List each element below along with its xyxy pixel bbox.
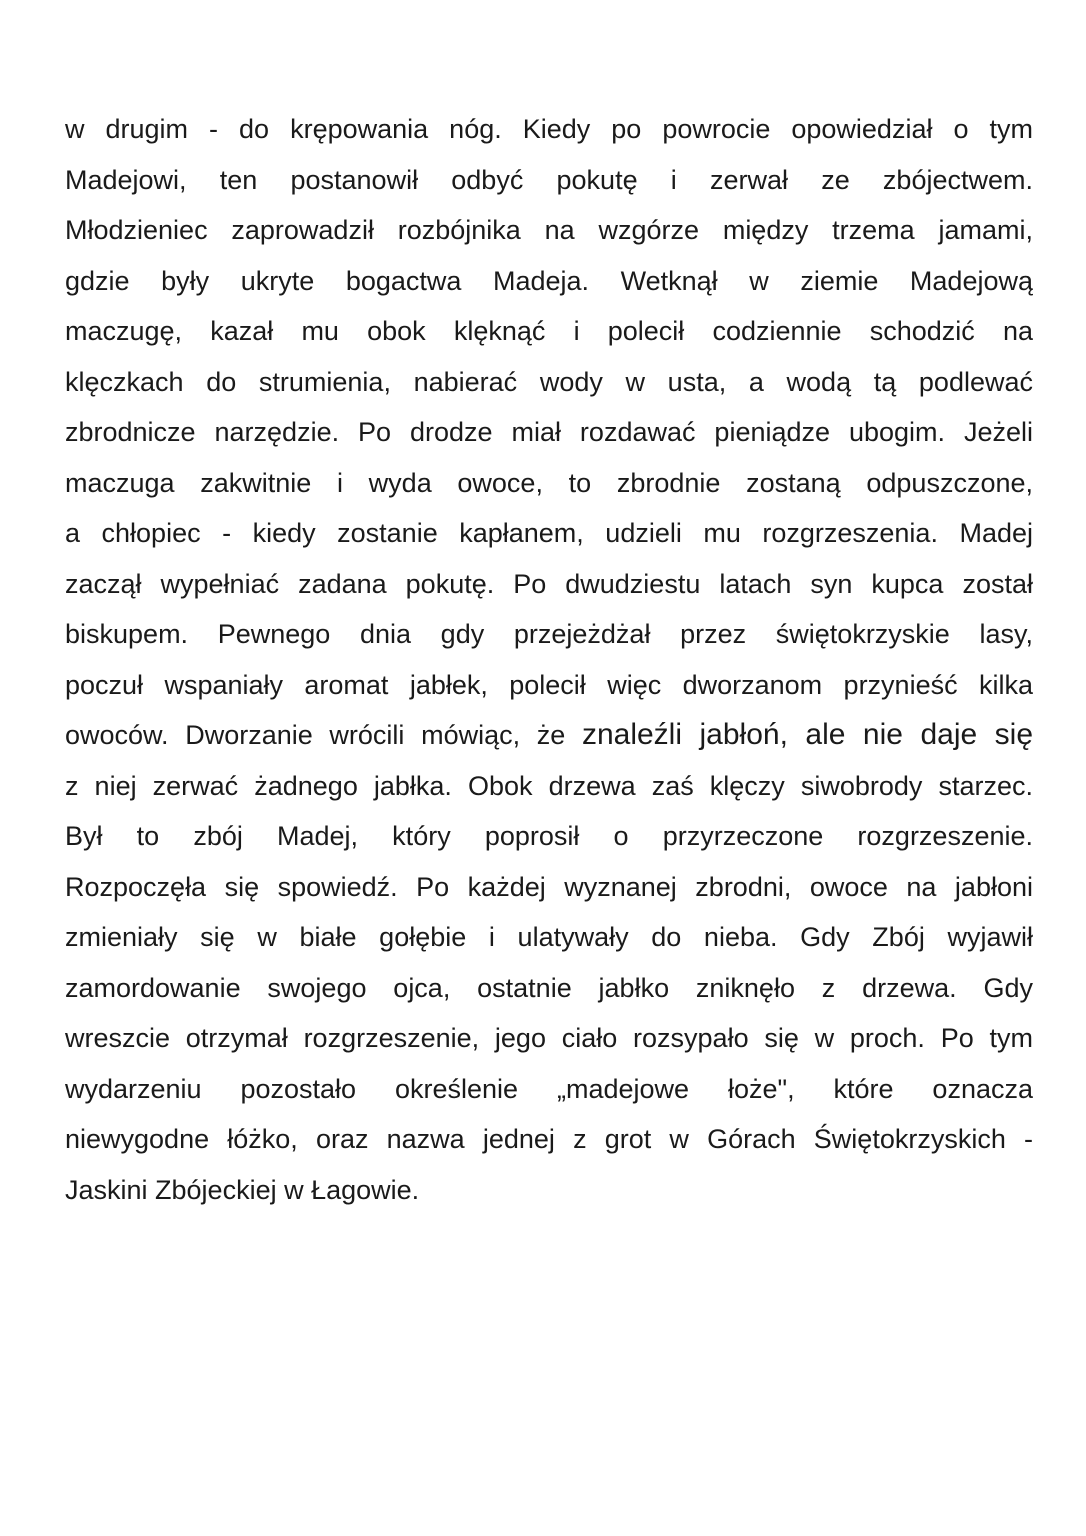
text-line-start: owoców. Dworzanie wrócili mówiąc, że xyxy=(65,720,582,750)
text-line-last: Jaskini Zbójeckiej w Łagowie. xyxy=(65,1174,420,1205)
text-line: zbrodnicze narzędzie. Po drodze miał rozdawać pieniądze ubogim. Jeżeli xyxy=(65,417,1033,447)
text-line: maczugę, kazał mu obok klęknąć i polecił codziennie schodzić na xyxy=(65,316,1033,346)
text-line: maczuga zakwitnie i wyda owoce, to zbrodnie zostaną odpuszczone, xyxy=(65,467,1033,498)
text-line: Madejowi, ten postanowił odbyć pokutę i zerwał ze zbójectwem. xyxy=(65,164,1033,195)
text-line: niewygodne łóżko, oraz nazwa jednej z grot w Górach Świętokrzyskich - xyxy=(65,1124,1033,1154)
text-line: gdzie były ukryte bogactwa Madeja. Wetknął w ziemie Madejową xyxy=(65,265,1033,296)
text-line: zamordowanie swojego ojca, ostatnie jabłko zniknęło z drzewa. Gdy xyxy=(65,972,1033,1003)
text-line: Młodzieniec zaprowadził rozbójnika na wzgórze między trzema jamami, xyxy=(65,215,1033,245)
text-line: zaczął wypełniać zadana pokutę. Po dwudziestu latach syn kupca został xyxy=(65,568,1033,599)
text-line: Był to zbój Madej, który poprosił o przyrzeczone rozgrzeszenie. xyxy=(65,821,1033,851)
text-line-mixed xyxy=(65,710,1033,761)
text-line: wydarzeniu pozostało określenie „madejowe łoże", które oznacza xyxy=(65,1073,1033,1104)
text-line: w drugim - do krępowania nóg. Kiedy po powrocie opowiedział o tym xyxy=(65,114,1033,144)
text-line: zmieniały się w białe gołębie i ulatywały do nieba. Gdy Zbój wyjawił xyxy=(65,922,1033,952)
text-line: poczuł wspaniały aromat jabłek, polecił więc dworzanom przynieść kilka xyxy=(65,669,1033,700)
body-text xyxy=(65,104,1033,1215)
text-line: biskupem. Pewnego dnia gdy przejeżdżał przez świętokrzyskie lasy, xyxy=(65,619,1033,649)
text-line-large-segment: znaleźli jabłoń, ale nie daje się xyxy=(581,718,1033,751)
text-line: wreszcie otrzymał rozgrzeszenie, jego ciało rozsypało się w proch. Po tym xyxy=(65,1023,1033,1053)
text-line: klęczkach do strumienia, nabierać wody w usta, a wodą tą podlewać xyxy=(65,366,1033,397)
text-line: z niej zerwać żadnego jabłka. Obok drzewa zaś klęczy siwobrody starzec. xyxy=(65,770,1033,801)
text-line: Rozpoczęła się spowiedź. Po każdej wyznanej zbrodni, owoce na jabłoni xyxy=(65,871,1033,902)
text-line: a chłopiec - kiedy zostanie kapłanem, udzieli mu rozgrzeszenia. Madej xyxy=(65,518,1033,548)
